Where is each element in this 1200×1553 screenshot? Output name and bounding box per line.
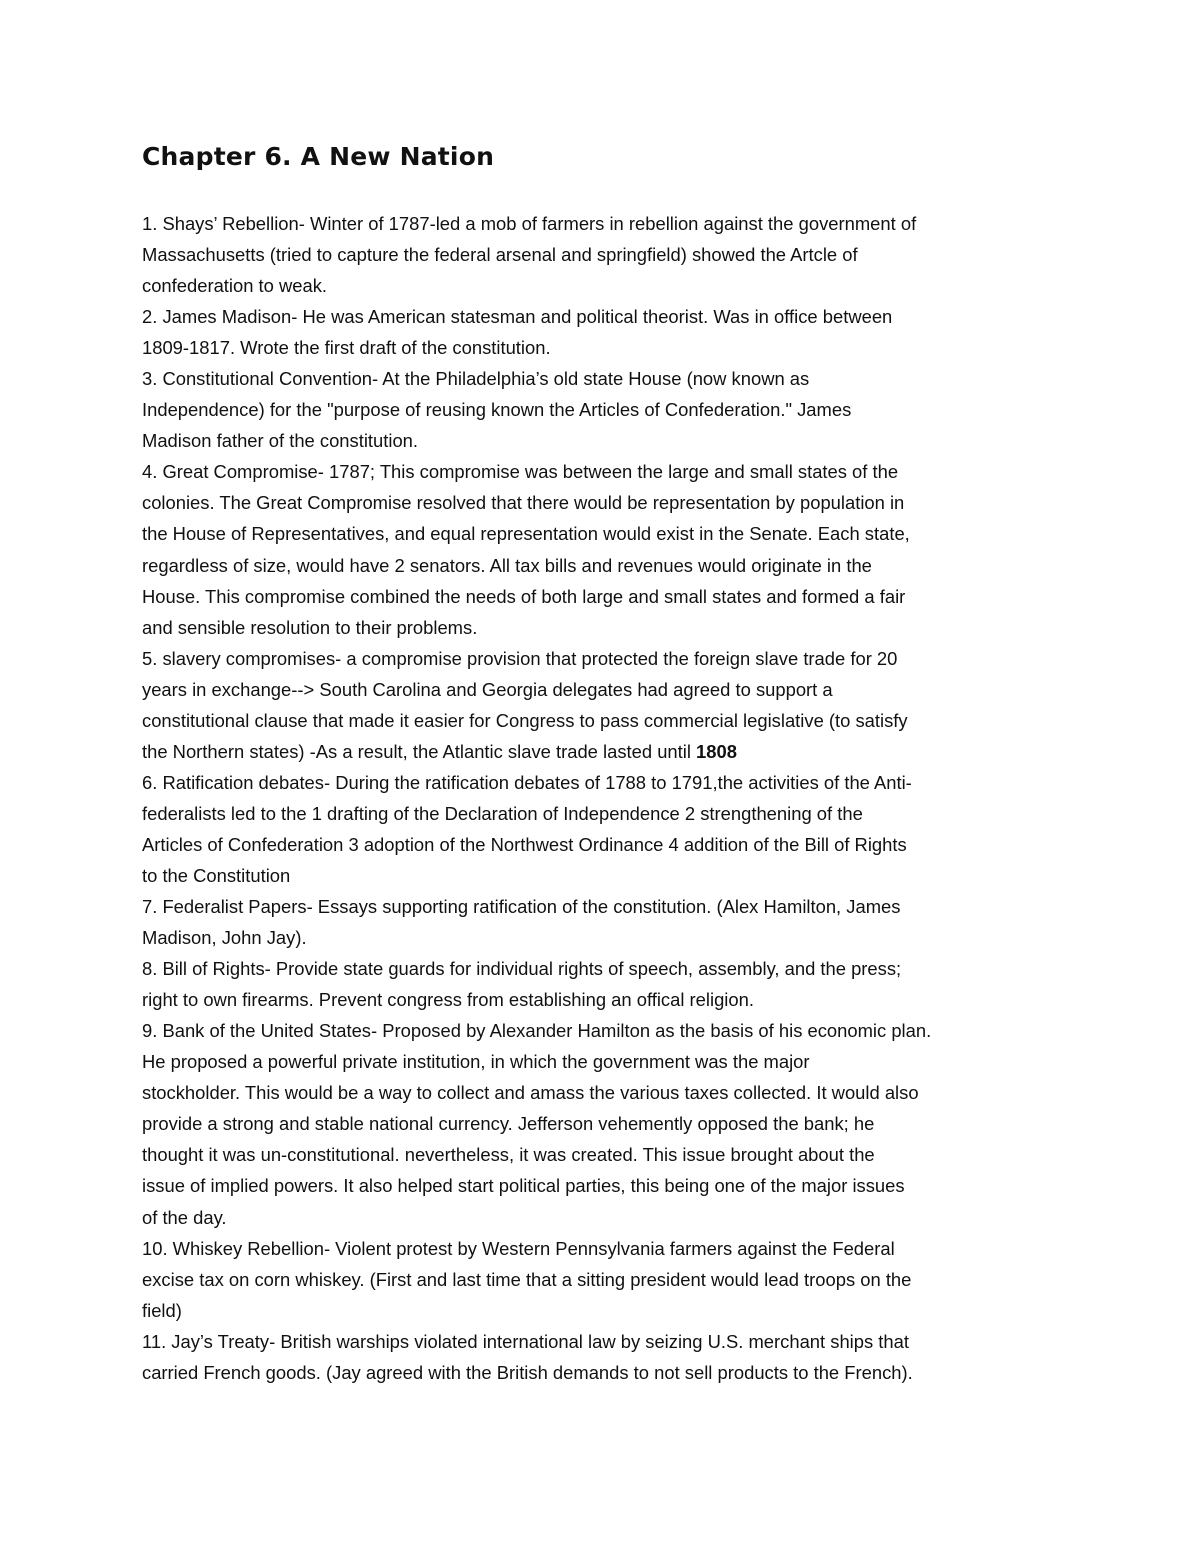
document-body	[142, 208, 1058, 1388]
text-line: House. This compromise combined the needs of both large and small states and formed a fair	[142, 585, 906, 607]
text-line: to the Constitution	[142, 864, 291, 886]
text-line: 8. Bill of Rights- Provide state guards for individual rights of speech, assembly, and the press;	[142, 958, 902, 980]
text-line: Articles of Confederation 3 adoption of the Northwest Ordinance 4 addition of the Bill of Rights	[142, 833, 907, 855]
text-line: Independence) for the "purpose of reusing known the Articles of Confederation." James	[142, 399, 852, 421]
text-line: 6. Ratification debates- During the ratification debates of 1788 to 1791,the activities of the Anti-	[142, 771, 912, 793]
text-line: constitutional clause that made it easier for Congress to pass commercial legislative (to satisfy	[142, 709, 908, 731]
text-line: 1809-1817. Wrote the first draft of the constitution.	[142, 337, 551, 359]
text-line: excise tax on corn whiskey. (First and last time that a sitting president would lead troops on the	[142, 1268, 912, 1290]
text-line: colonies. The Great Compromise resolved that there would be representation by population in	[142, 492, 905, 514]
text-line: and sensible resolution to their problems.	[142, 616, 478, 638]
text-line: 2. James Madison- He was American statesman and political theorist. Was in office between	[142, 306, 893, 328]
text-line: regardless of size, would have 2 senators. All tax bills and revenues would originate in the	[142, 554, 872, 576]
text-line: federalists led to the 1 drafting of the Declaration of Independence 2 strengthening of the	[142, 802, 863, 824]
text-line: 7. Federalist Papers- Essays supporting ratification of the constitution. (Alex Hamilton, James	[142, 896, 901, 918]
text-line: Madison, John Jay).	[142, 927, 307, 949]
text-line: field)	[142, 1299, 182, 1321]
text-line: confederation to weak.	[142, 275, 328, 297]
text-segment: the Northern states) -As a result, the Atlantic slave trade lasted until	[142, 740, 697, 762]
text-line: 10. Whiskey Rebellion- Violent protest by Western Pennsylvania farmers against the Federal	[142, 1237, 895, 1259]
text-line: issue of implied powers. It also helped start political parties, this being one of the major issues	[142, 1175, 905, 1197]
text-line: stockholder. This would be a way to collect and amass the various taxes collected. It would also	[142, 1082, 919, 1104]
text-line: the House of Representatives, and equal representation would exist in the Senate. Each state,	[142, 523, 910, 545]
text-line: 1. Shays’ Rebellion- Winter of 1787-led a mob of farmers in rebellion against the government of	[142, 213, 917, 234]
text-line: provide a strong and stable national currency. Jefferson vehemently opposed the bank; he	[142, 1113, 875, 1135]
text-line: carried French goods. (Jay agreed with the British demands to not sell products to the French).	[142, 1361, 913, 1383]
text-line: years in exchange--> South Carolina and Georgia delegates had agreed to support a	[142, 678, 833, 700]
text-line: 4. Great Compromise- 1787; This compromise was between the large and small states of the	[142, 461, 899, 483]
text-line-with-bold-year	[142, 736, 1058, 767]
text-line: 3. Constitutional Convention- At the Philadelphia’s old state House (now known as	[142, 368, 810, 390]
text-line: right to own firearms. Prevent congress from establishing an offical religion.	[142, 989, 754, 1011]
text-line: thought it was un-constitutional. nevertheless, it was created. This issue brought about the	[142, 1144, 875, 1166]
page-title: Chapter 6. A New Nation	[142, 142, 495, 171]
text-line: 9. Bank of the United States- Proposed by Alexander Hamilton as the basis of his economic plan.	[142, 1020, 932, 1042]
text-line: 11. Jay’s Treaty- British warships violated international law by seizing U.S. merchant ships that	[142, 1330, 909, 1352]
bold-year: 1808	[696, 740, 737, 762]
text-line: He proposed a powerful private institution, in which the government was the major	[142, 1051, 810, 1073]
text-line: of the day.	[142, 1206, 227, 1228]
text-line: Massachusetts (tried to capture the federal arsenal and springfield) showed the Artcle of	[142, 244, 858, 266]
text-line: Madison father of the constitution.	[142, 430, 419, 452]
text-line: 5. slavery compromises- a compromise provision that protected the foreign slave trade for 20	[142, 647, 898, 669]
